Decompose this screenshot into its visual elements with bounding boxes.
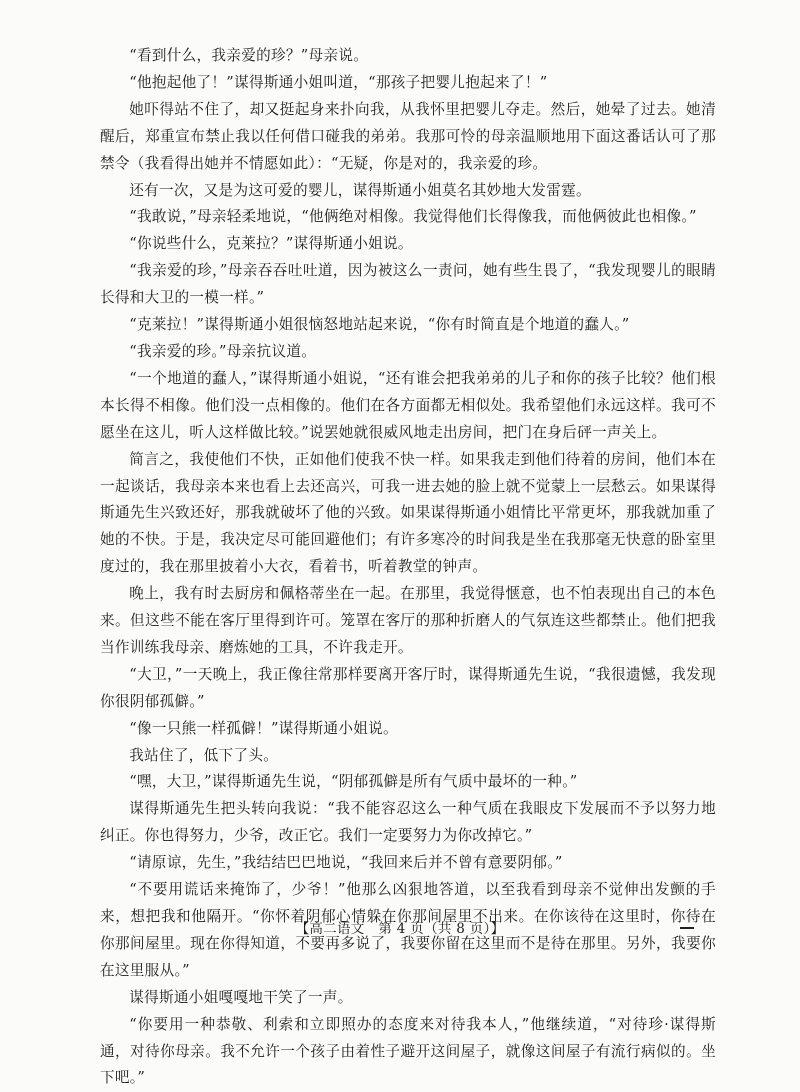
paragraph: 简言之，我使他们不快，正如他们使我不快一样。如果我走到他们待着的房间，他们本在一起谈话，我母亲本来也看上去还高兴，可我一进去她的脸上就不觉蒙上一层愁云。如果谋得斯通先生兴致还好，那我就破坏了他的兴致。如果谋得斯通小姐情比平常更坏，那我就加重了她的不快。于是，我决定尽可能回避他们；有许多寒冷的时间我是坐在我那毫无快意的卧室里度过的，我在那里披着小大衣，看着书，听着教堂的钟声。: [100, 450, 716, 576]
paragraph: 我站住了，低下了头。: [129, 746, 279, 764]
corner-mark: [680, 927, 694, 929]
paragraph: 谋得斯通先生把头转向我说：“我不能容忍这么一种气质在我眼皮下发展而不予以努力地纠正。你也得努力，少爷，改正它。我们一定要努力为你改掉它。”: [100, 800, 716, 845]
paragraph: “我亲爱的珍。”母亲抗议道。: [129, 342, 317, 360]
paragraph: 还有一次，又是为这可爱的婴儿，谋得斯通小姐莫名其妙地大发雷霆。: [129, 181, 591, 199]
paragraph: “他抱起他了！”谋得斯通小姐叫道，“那孩子把婴儿抱起来了！”: [129, 73, 548, 91]
paragraph: “你要用一种恭敬、利索和立即照办的态度来对待我本人，”他继续道，“对待珍·谋得斯通，对待你母亲。我不允许一个孩子由着性子避开这间屋子，就像这间屋子有流行病似的。坐下吧。”: [100, 1015, 716, 1087]
paragraph: “克莱拉！”谋得斯通小姐很恼怒地站起来说，“你有时简直是个地道的蠢人。”: [129, 316, 630, 334]
paragraph: 晚上，我有时去厨房和佩格蒂坐在一起。在那里，我觉得惬意，也不怕表现出自己的本色来。但这些不能在客厅里得到许可。笼罩在客厅的那种折磨人的气氛连这些都禁止。他们把我当作训练我母亲、磨炼她的工具，不许我走开。: [100, 585, 716, 656]
paragraph: “嘿，大卫，”谋得斯通先生说，“阴郁孤僻是所有气质中最坏的一种。”: [129, 773, 578, 791]
paragraph: “请原谅，先生，”我结结巴巴地说，“我回来后并不曾有意要阴郁。”: [129, 854, 563, 872]
paragraph: “看到什么，我亲爱的珍？”母亲说。: [129, 47, 369, 64]
paragraph: “像一只熊一样孤僻！”谋得斯通小姐说。: [129, 719, 398, 737]
paragraph: “一个地道的蠢人，”谋得斯通小姐说，“还有谁会把我弟弟的儿子和你的孩子比较？他们根本长得不相像。他们没一点相像的。他们在各方面都无相似处。我希望他们永远这样。我可不愿坐在这儿，听人这样做比较。”说罢她就很威风地走出房间，把门在身后砰一声关上。: [100, 369, 716, 441]
page-footer: 【高二语文 第 4 页（共 8 页）】: [295, 921, 505, 937]
paragraph: 谋得斯通小姐嘎嘎地干笑了一声。: [129, 988, 353, 1006]
paragraph: 她吓得站不住了，却又挺起身来扑向我，从我怀里把婴儿夺走。然后，她晕了过去。她清醒后，郑重宣布禁止我以任何借口碰我的弟弟。我那可怜的母亲温顺地用下面这番话认可了那禁令（我看得出她并不情愿如此）：“无疑，你是对的，我亲爱的珍。: [100, 100, 716, 172]
paragraph: “不要用谎话来掩饰了，少爷！”他那么凶狠地答道，以至我看到母亲不觉伸出发颤的手来，想把我和他隔开。“你怀着阴郁心情躲在你那间屋里不出来。在你该待在这里时，你待在你那间屋里。现在你得知道，不要再多说了，我要你留在这里而不是待在那里。另外，我要你在这里服从。”: [100, 881, 716, 979]
paragraph: “大卫，”一天晚上，我正像往常那样要离开客厅时，谋得斯通先生说，“我很遗憾，我发现你很阴郁孤僻。”: [100, 665, 716, 710]
paragraph: “你说些什么，克莱拉？”谋得斯通小姐说。: [129, 235, 413, 253]
paragraph: “我亲爱的珍，”母亲吞吞吐吐道，因为被这么一责问，她有些生畏了，“我发现婴儿的眼睛长得和大卫的一模一样。”: [100, 262, 716, 307]
paragraph: “我敢说，”母亲轻柔地说，“他俩绝对相像。我觉得他们长得像我，而他俩彼此也相像。”: [129, 208, 697, 226]
